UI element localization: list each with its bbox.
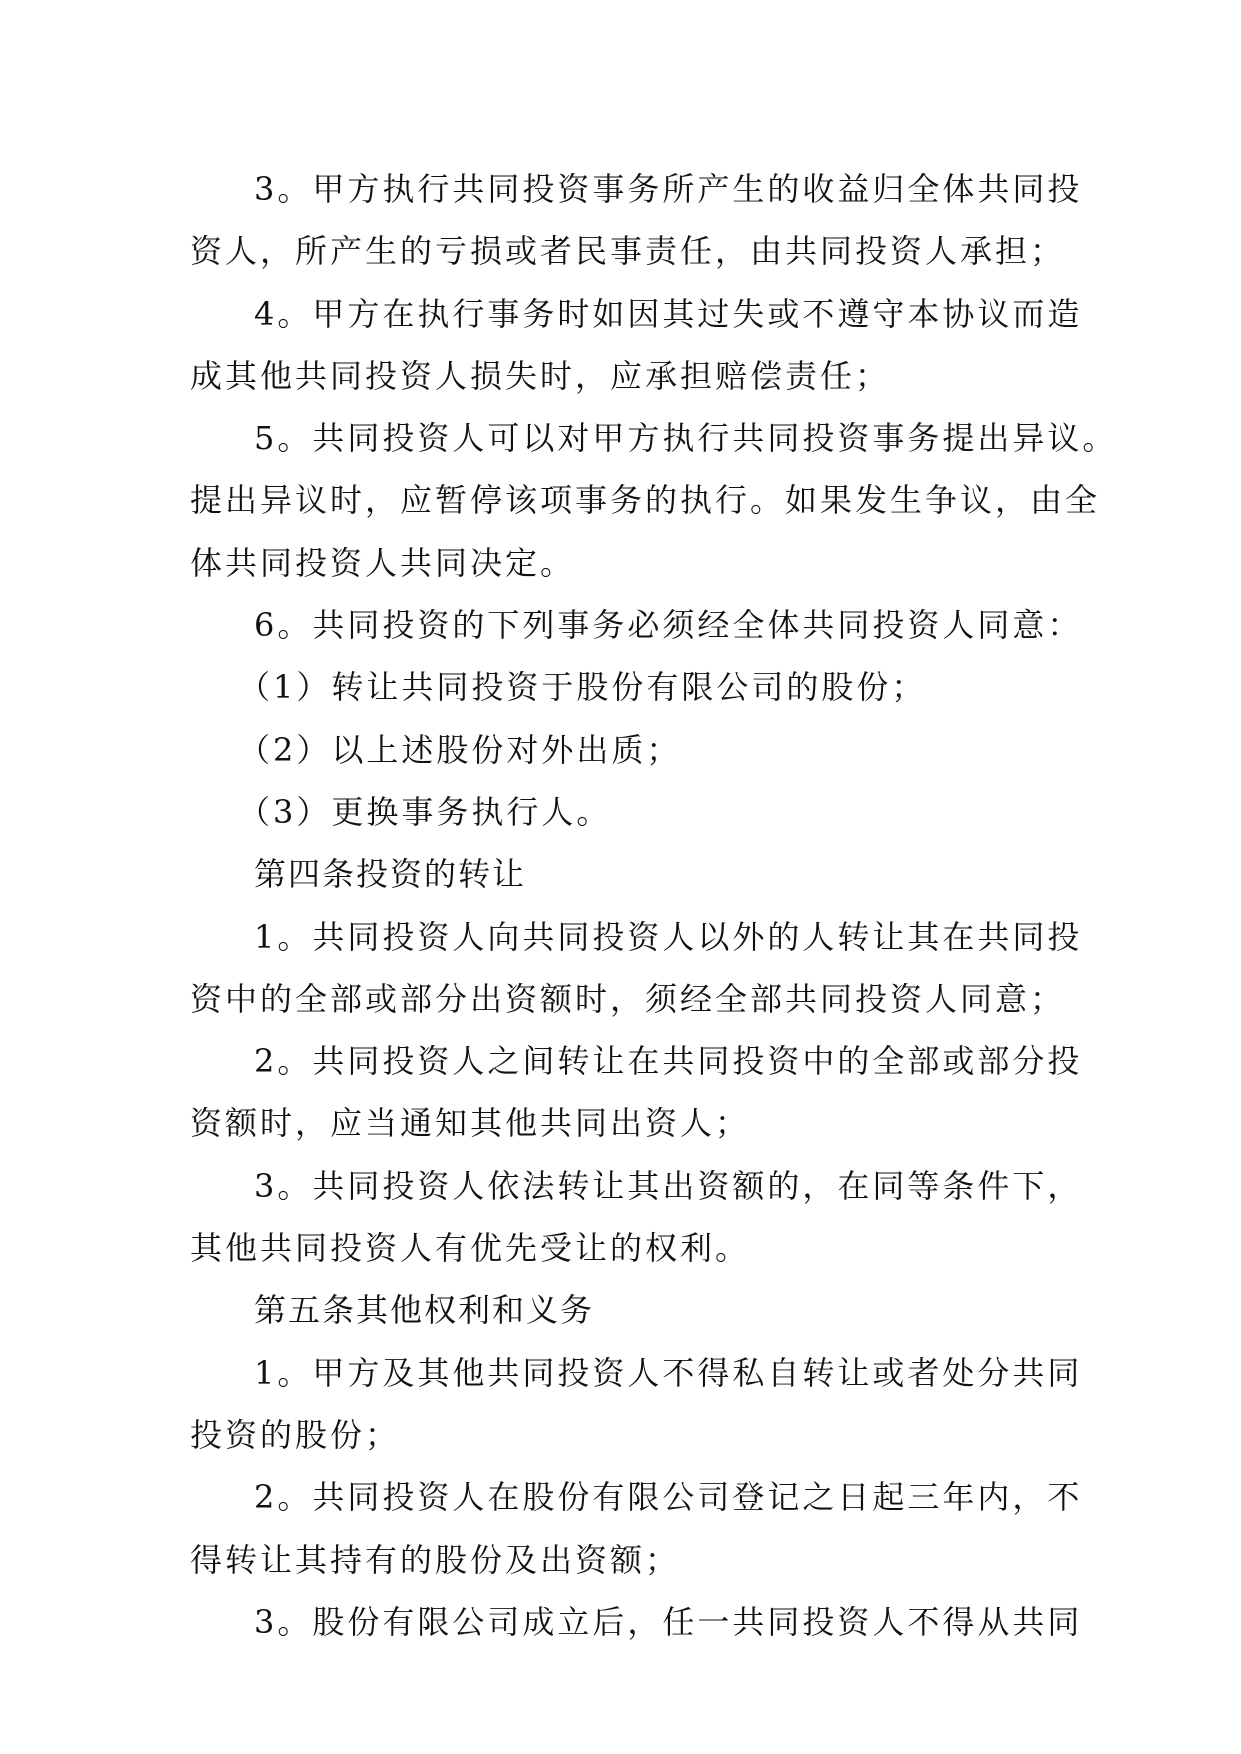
clause-6-line-1: 6。共同投资的下列事务必须经全体共同投资人同意： [254,606,1083,645]
clause-5-line-2: 提出异议时，应暂停该项事务的执行。如果发生争议，由全 [190,481,1101,520]
article-4-clause-3-line-2: 其他共同投资人有优先受让的权利。 [190,1229,751,1268]
document-body [190,158,1118,1653]
article-4-clause-3-line-1: 3。共同投资人依法转让其出资额的，在同等条件下， [254,1166,1083,1205]
section-heading-article-4: 第四条投资的转让 [254,855,527,894]
clause-6-item-1: （1）转让共同投资于股份有限公司的股份； [238,668,927,707]
article-5-clause-2-line-2: 得转让其持有的股份及出资额； [190,1540,681,1579]
clause-4-line-2: 成其他共同投资人损失时，应承担赔偿责任； [190,356,891,395]
article-4-clause-1-line-1: 1。共同投资人向共同投资人以外的人转让其在共同投 [254,917,1083,956]
section-heading-article-5: 第五条其他权利和义务 [254,1291,595,1330]
clause-6-item-3: （3）更换事务执行人。 [238,792,612,831]
clause-6-item-2: （2）以上述股份对外出质； [238,730,682,769]
clause-5-line-3: 体共同投资人共同决定。 [190,543,576,582]
article-4-clause-2-line-2: 资额时，应当通知其他共同出资人； [190,1104,751,1143]
article-5-clause-1-line-2: 投资的股份； [190,1415,401,1454]
article-4-clause-1-line-2: 资中的全部或部分出资额时，须经全部共同投资人同意； [190,979,1066,1018]
article-5-clause-1-line-1: 1。甲方及其他共同投资人不得私自转让或者处分共同 [254,1353,1083,1392]
article-5-clause-3-line-1: 3。股份有限公司成立后，任一共同投资人不得从共同 [254,1602,1083,1641]
clause-5-line-1: 5。共同投资人可以对甲方执行共同投资事务提出异议。 [254,419,1118,458]
clause-3-line-1: 3。甲方执行共同投资事务所产生的收益归全体共同投 [254,170,1083,208]
article-5-clause-2-line-1: 2。共同投资人在股份有限公司登记之日起三年内，不 [254,1478,1083,1517]
article-4-clause-2-line-1: 2。共同投资人之间转让在共同投资中的全部或部分投 [254,1042,1083,1081]
clause-3-line-2: 资人，所产生的亏损或者民事责任，由共同投资人承担； [190,232,1066,271]
clause-4-line-1: 4。甲方在执行事务时如因其过失或不遵守本协议而造 [254,294,1083,333]
